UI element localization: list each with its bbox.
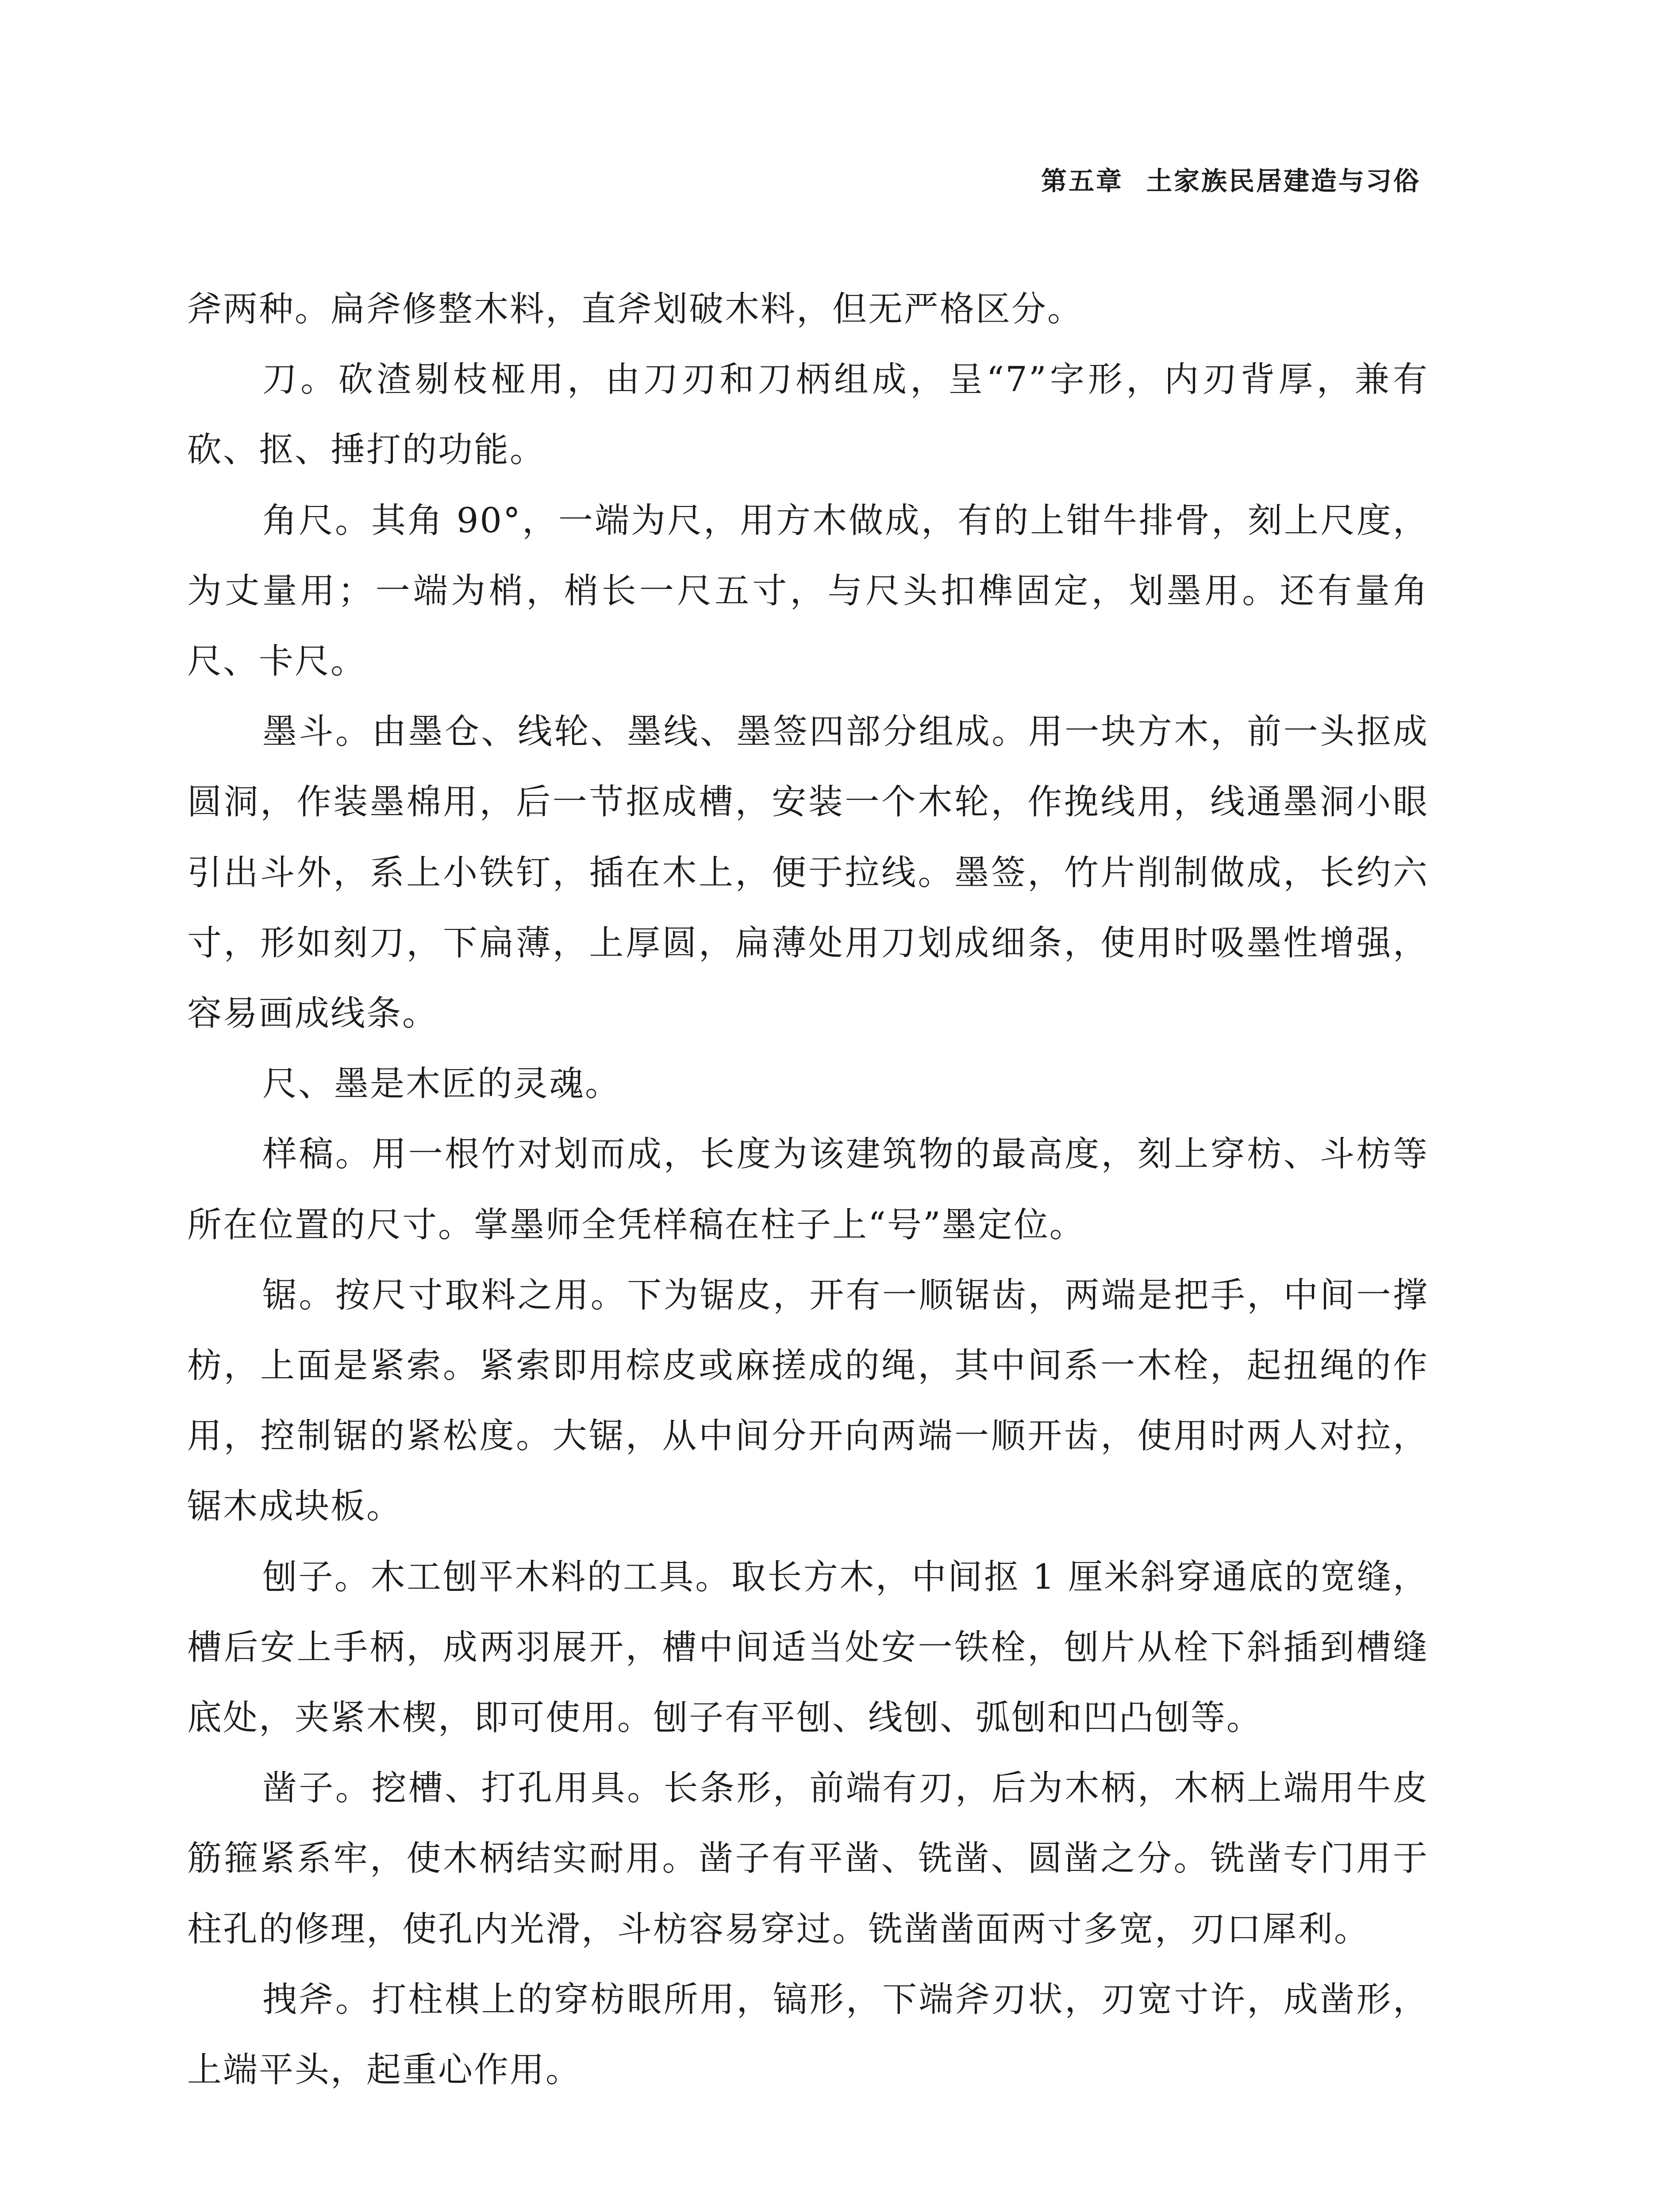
paragraph-ruler-ink-soul: 尺、墨是木匠的灵魂。 xyxy=(262,1064,621,1104)
paragraph-knife: 刀。砍渣剔枝桠用，由刀刃和刀柄组成，呈“7”字形，内刃背厚，兼有砍、抠、捶打的功能。 xyxy=(187,360,1429,470)
paragraph-pick-axe: 拽斧。打柱棋上的穿枋眼所用，镐形，下端斧刃状，刃宽寸许，成凿形，上端平头，起重心作用。 xyxy=(187,1979,1429,2090)
paragraph-chisel: 凿子。挖槽、打孔用具。长条形，前端有刃，后为木柄，木柄上端用牛皮筋箍紧系牢，使木柄结实耐用。凿子有平凿、铣凿、圆凿之分。铣凿专门用于柱孔的修理，使孔内光滑，斗枋容易穿过。铣凿凿面两寸多宽，刃口犀利。 xyxy=(187,1768,1429,1949)
paragraph-template-stick: 样稿。用一根竹对划而成，长度为该建筑物的最高度，刻上穿枋、斗枋等所在位置的尺寸。掌墨师全凭样稿在柱子上“号”墨定位。 xyxy=(187,1134,1429,1245)
paragraph-plane: 刨子。木工刨平木料的工具。取长方木，中间抠 1 厘米斜穿通底的宽缝，槽后安上手柄，成两羽展开，槽中间适当处安一铁栓，刨片从栓下斜插到槽缝底处，夹紧木楔，即可使用。刨子有平刨、线刨、弧刨和凹凸刨等。 xyxy=(187,1557,1429,1738)
running-header xyxy=(1041,160,1421,197)
paragraph-saw: 锯。按尺寸取料之用。下为锯皮，开有一顺锯齿，两端是把手，中间一撑枋，上面是紧索。紧索即用棕皮或麻搓成的绳，其中间系一木栓，起扭绳的作用，控制锯的紧松度。大锯，从中间分开向两端一顺开齿，使用时两人对拉，锯木成块板。 xyxy=(187,1275,1429,1527)
paragraph-continuation: 斧两种。扁斧修整木料，直斧划破木料，但无严格区分。 xyxy=(187,289,1084,329)
chapter-number: 第五章 xyxy=(1041,166,1123,196)
paragraph-ink-fountain: 墨斗。由墨仓、线轮、墨线、墨签四部分组成。用一块方木，前一头抠成圆洞，作装墨棉用，后一节抠成槽，安装一个木轮，作挽线用，线通墨洞小眼引出斗外，系上小铁钉，插在木上，便于拉线。墨签，竹片削制做成，长约六寸，形如刻刀，下扁薄，上厚圆，扁薄处用刀划成细条，使用时吸墨性增强，容易画成线条。 xyxy=(187,712,1429,1034)
body-text xyxy=(187,274,1429,2105)
paragraph-square-ruler: 角尺。其角 90°，一端为尺，用方木做成，有的上钳牛排骨，刻上尺度，为丈量用；一端为梢，梢长一尺五寸，与尺头扣榫固定，划墨用。还有量角尺、卡尺。 xyxy=(187,500,1429,682)
chapter-title: 土家族民居建造与习俗 xyxy=(1146,166,1421,196)
